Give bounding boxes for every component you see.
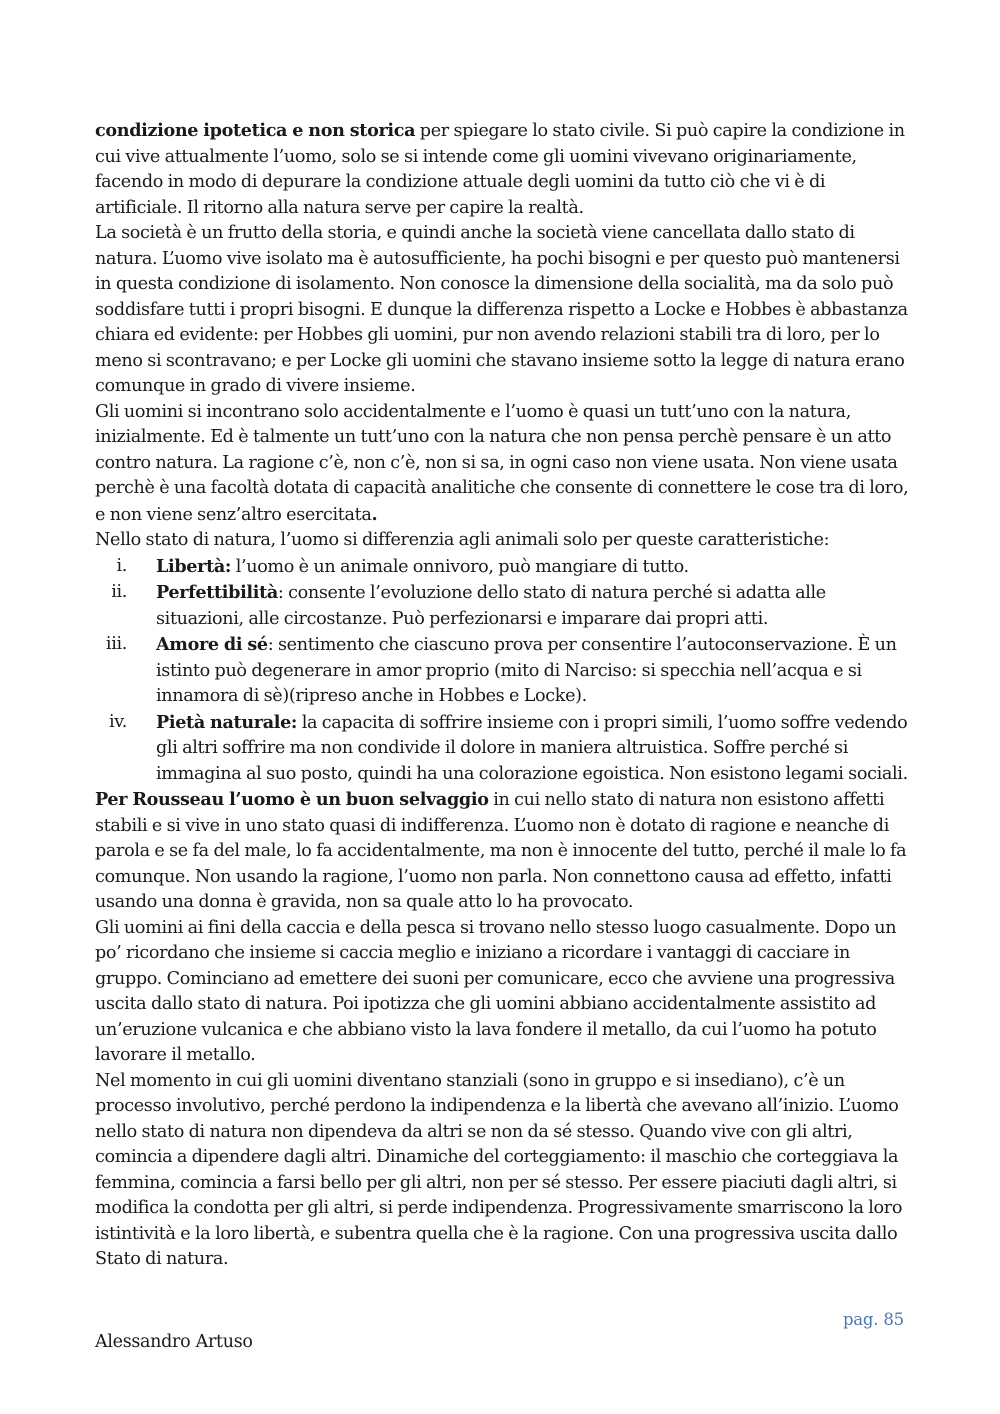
paragraph-3: [95, 400, 910, 529]
bold-phrase: condizione ipotetica e non storica: [95, 120, 416, 141]
list-text: : sentimento che ciascuno prova per consentire l’autoconservazione. È un istinto può degenerare in amor proprio (mito di Narciso: si specchia nell’acqua e si innamora di sè)(ripreso anche in Hobbes e Locke).: [156, 635, 897, 706]
paragraph-5: [95, 787, 910, 916]
list-term: Amore di sé: [156, 634, 268, 655]
list-item: [95, 554, 910, 581]
list-text: la capacita di soffrire insieme con i propri simili, l’uomo soffre vedendo gli altri soffrire ma non condivide il dolore in maniera altruistica. Soffre perché si immagina al suo posto, quindi ha una colorazione egoistica. Non esistono legami sociali.: [156, 712, 908, 784]
bold-phrase: Per Rousseau l’uomo è un buon selvaggio: [95, 789, 489, 810]
page-body: [95, 118, 910, 1273]
characteristics-list: [95, 554, 910, 788]
list-term: Perfettibilità: [156, 582, 278, 603]
list-item: [95, 580, 910, 632]
paragraph-7: Nel momento in cui gli uomini diventano stanziali (sono in gruppo e si insediano), c’è un processo involutivo, perché perdono la indipendenza e la libertà che avevano all’inizio. L’uomo nello stato di natura non dipendeva da altri se non da sé stesso. Quando vive con gli altri, comincia a dipendere dagli altri. Dinamiche del corteggiamento: il maschio che corteggiava la femmina, comincia a farsi bello per gli altri, non per sé stesso. Per essere piaciuti dagli altri, si modifica la condotta per gli altri, si perde indipendenza. Progressivamente smarriscono la loro istintività e la loro libertà, e subentra quella che è la ragione. Con una progressiva uscita dallo Stato di natura.: [95, 1070, 903, 1269]
paragraph-text: per spiegare lo stato civile. Si può capire la condizione in cui vive attualmente l’uomo, solo se si intende come gli uomini vivevano originariamente, facendo in modo di depurare la condizione attuale degli uomini da tutto ciò che vi è di artificiale. Il ritorno alla natura serve per capire la realtà.: [95, 121, 905, 218]
list-item: [95, 632, 910, 710]
paragraph-6: Gli uomini ai fini della caccia e della pesca si trovano nello stesso luogo casualmente. Dopo un po’ ricordano che insieme si caccia meglio e iniziano a ricordare i vantaggi di cacciare in gruppo. Cominciano ad emettere dei suoni per comunicare, ecco che avviene una progressiva uscita dallo stato di natura. Poi ipotizza che gli uomini abbiano accidentalmente assistito ad un’eruzione vulcanica e che abbiano visto la lava fondere il metallo, da cui l’uomo ha potuto lavorare il metallo.: [95, 917, 897, 1065]
list-marker: iii.: [105, 634, 127, 654]
list-text: : consente l’evoluzione dello stato di natura perché si adatta alle situazioni, alle circostanze. Può perfezionarsi e imparare dai propri atti.: [156, 583, 826, 629]
list-term: Pietà naturale:: [156, 711, 298, 733]
paragraph-4: Nello stato di natura, l’uomo si differenzia agli animali solo per queste caratteristiche:: [95, 530, 830, 550]
paragraph-1: [95, 118, 910, 221]
paragraph-2: La società è un frutto della storia, e quindi anche la società viene cancellata dallo stato di natura. L’uomo vive isolato ma è autosufficiente, ha pochi bisogni e per questo può mantenersi in questa condizione di isolamento. Non conosce la dimensione della socialità, ma da solo può soddisfare tutti i propri bisogni. E dunque la differenza rispetto a Locke e Hobbes è abbastanza chiara ed evidente: per Hobbes gli uomini, pur non avendo relazioni stabili tra di loro, per lo meno si scontravano; e per Locke gli uomini che stavano insieme sotto la legge di natura erano comunque in grado di vivere insieme.: [95, 223, 908, 396]
list-item: [95, 710, 910, 788]
list-text: l’uomo è un animale onnivoro, può mangiare di tutto.: [231, 556, 689, 577]
list-marker: iv.: [108, 711, 127, 732]
paragraph-text: Gli uomini si incontrano solo accidentalmente e l’uomo è quasi un tutt’uno con la natura, inizialmente. Ed è talmente un tutt’uno con la natura che non pensa perchè pensare è un atto contro natura. La ragione c’è, non c’è, non si sa, in ogni caso non viene usata. Non viene usata perchè è una facoltà dotata di capacità analitiche che consente di connettere le cose tra di loro, e non viene senz’altro esercitata: [95, 401, 909, 525]
bold-period: .: [371, 503, 378, 525]
list-marker: i.: [116, 555, 127, 576]
paragraph-text: in cui nello stato di natura non esistono affetti stabili e si vive in uno stato quasi di indifferenza. L’uomo non è dotato di ragione e neanche di parola e se fa del male, lo fa accidentalmente, ma non è innocente del tutto, perché il male lo fa comunque. Non usando la ragione, l’uomo non parla. Non connettono causa ad effetto, infatti usando una donna è gravida, non sa quale atto lo ha provocato.: [95, 790, 907, 912]
author-name: Alessandro Artuso: [95, 1332, 253, 1352]
list-marker: ii.: [111, 582, 127, 602]
page-number: pag. 85: [842, 1310, 904, 1329]
list-term: Libertà:: [156, 555, 232, 577]
